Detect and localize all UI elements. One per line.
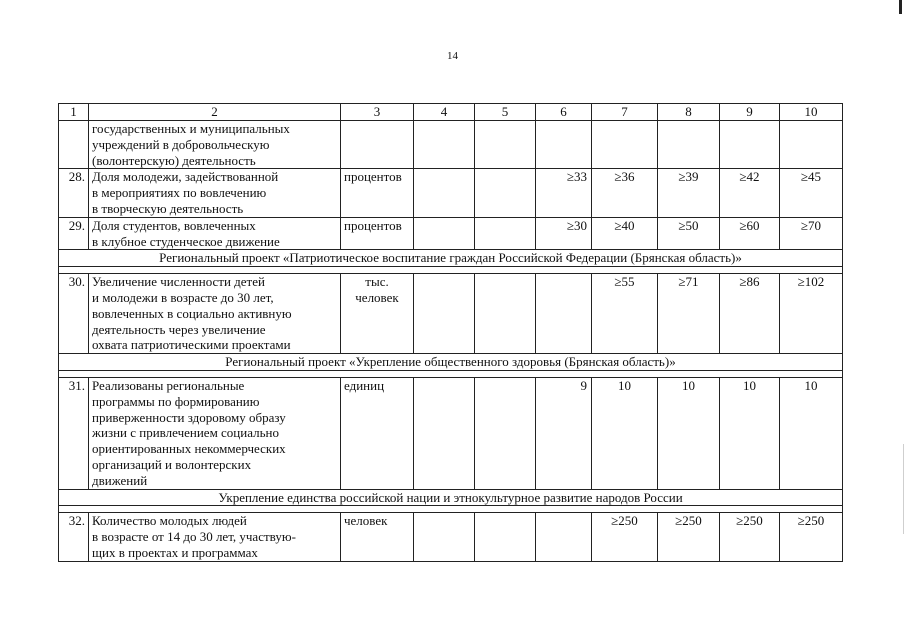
value-cell: ≥55 xyxy=(592,274,658,354)
value-cell xyxy=(720,121,780,169)
value-cell xyxy=(414,217,475,250)
col-header-4: 4 xyxy=(414,104,475,121)
table-row-28 xyxy=(59,169,843,217)
section-gap xyxy=(59,267,843,274)
value-cell xyxy=(780,121,843,169)
text-line: в возрасте от 14 до 30 лет, участвую- xyxy=(92,529,296,545)
section-heading: Региональный проект «Патриотическое воспитание граждан Российской Федерации (Брянская область)» xyxy=(59,250,843,267)
value-cell: ≥36 xyxy=(592,169,658,217)
value-cell: ≥40 xyxy=(592,217,658,250)
table-row-31 xyxy=(59,377,843,489)
text-line: организаций и волонтерских xyxy=(92,456,252,472)
value-cell xyxy=(475,169,536,217)
section-row xyxy=(59,489,843,506)
text-line: Количество молодых людей xyxy=(92,513,247,529)
row-number: 31. xyxy=(59,377,89,489)
section-gap xyxy=(59,370,843,377)
value-cell: ≥71 xyxy=(658,274,720,354)
unit-cell xyxy=(341,121,414,169)
unit-line: тыс. xyxy=(365,274,389,290)
value-cell xyxy=(536,274,592,354)
value-cell: ≥60 xyxy=(720,217,780,250)
value-cell: ≥50 xyxy=(658,217,720,250)
value-cell xyxy=(592,121,658,169)
value-cell: 10 xyxy=(658,377,720,489)
text-line: жизни с привлечением социально xyxy=(92,425,279,441)
section-row xyxy=(59,250,843,267)
col-header-1: 1 xyxy=(59,104,89,121)
text-line: Увеличение численности детей xyxy=(92,274,265,290)
text-line: охвата патриотическими проектами xyxy=(92,337,291,353)
indicator-name xyxy=(89,377,341,489)
value-cell: ≥33 xyxy=(536,169,592,217)
section-heading: Укрепление единства российской нации и этнокультурное развитие народов России xyxy=(59,489,843,506)
section-gap xyxy=(59,506,843,513)
indicator-name xyxy=(89,274,341,354)
text-line: (волонтерскую) деятельность xyxy=(92,152,256,168)
text-line: вовлеченных в социально активную xyxy=(92,305,292,321)
value-cell xyxy=(475,121,536,169)
value-cell: 10 xyxy=(592,377,658,489)
column-header-row xyxy=(59,104,843,121)
col-header-8: 8 xyxy=(658,104,720,121)
row-number: 32. xyxy=(59,513,89,561)
text-line: в творческую деятельность xyxy=(92,200,244,216)
value-cell xyxy=(658,121,720,169)
text-line: учреждений в добровольческую xyxy=(92,136,270,152)
text-line: Доля студентов, вовлеченных xyxy=(92,217,256,233)
text-line: щих в проектах и программах xyxy=(92,544,258,560)
value-cell: ≥250 xyxy=(780,513,843,561)
value-cell: ≥250 xyxy=(658,513,720,561)
table-row-29 xyxy=(59,217,843,250)
text-line: деятельность через увеличение xyxy=(92,321,266,337)
value-cell xyxy=(414,274,475,354)
row-number xyxy=(59,121,89,169)
page-number: 14 xyxy=(447,50,458,62)
value-cell xyxy=(414,121,475,169)
unit-cell xyxy=(341,274,414,354)
table-row-32 xyxy=(59,513,843,561)
text-line: Реализованы региональные xyxy=(92,377,245,393)
value-cell xyxy=(475,274,536,354)
unit-cell: процентов xyxy=(341,217,414,250)
text-line: и молодежи в возрасте до 30 лет, xyxy=(92,289,274,305)
value-cell xyxy=(414,169,475,217)
text-line: ориентированных некоммерческих xyxy=(92,441,286,457)
value-cell xyxy=(475,513,536,561)
value-cell: ≥70 xyxy=(780,217,843,250)
unit-line: человек xyxy=(355,289,399,305)
value-cell xyxy=(414,377,475,489)
col-header-5: 5 xyxy=(475,104,536,121)
value-cell: ≥86 xyxy=(720,274,780,354)
unit-cell: человек xyxy=(341,513,414,561)
row-number: 30. xyxy=(59,274,89,354)
scan-edge-mark xyxy=(899,0,902,14)
value-cell: ≥42 xyxy=(720,169,780,217)
col-header-6: 6 xyxy=(536,104,592,121)
indicator-name xyxy=(89,121,341,169)
scan-edge-line xyxy=(903,444,904,534)
value-cell: ≥250 xyxy=(720,513,780,561)
section-heading: Региональный проект «Укрепление общественного здоровья (Брянская область)» xyxy=(59,354,843,371)
value-cell: ≥45 xyxy=(780,169,843,217)
value-cell: ≥102 xyxy=(780,274,843,354)
col-header-7: 7 xyxy=(592,104,658,121)
row-number: 28. xyxy=(59,169,89,217)
text-line: Доля молодежи, задействованной xyxy=(92,169,279,185)
text-line: в мероприятиях по вовлечению xyxy=(92,185,267,201)
col-header-2: 2 xyxy=(89,104,341,121)
unit-cell: процентов xyxy=(341,169,414,217)
value-cell: 10 xyxy=(720,377,780,489)
unit-cell: единиц xyxy=(341,377,414,489)
text-line: государственных и муниципальных xyxy=(92,121,290,136)
section-row xyxy=(59,354,843,371)
col-header-3: 3 xyxy=(341,104,414,121)
value-cell xyxy=(414,513,475,561)
table-row-30 xyxy=(59,274,843,354)
indicator-name xyxy=(89,513,341,561)
value-cell: ≥39 xyxy=(658,169,720,217)
indicator-name xyxy=(89,217,341,250)
indicator-name xyxy=(89,169,341,217)
row-number: 29. xyxy=(59,217,89,250)
text-line: программы по формированию xyxy=(92,393,260,409)
value-cell: 9 xyxy=(536,377,592,489)
value-cell xyxy=(536,121,592,169)
value-cell xyxy=(475,217,536,250)
col-header-9: 9 xyxy=(720,104,780,121)
value-cell xyxy=(475,377,536,489)
value-cell: 10 xyxy=(780,377,843,489)
table-row-continued xyxy=(59,121,843,169)
value-cell: ≥250 xyxy=(592,513,658,561)
text-line: приверженности здоровому образу xyxy=(92,409,286,425)
col-header-10: 10 xyxy=(780,104,843,121)
indicators-table xyxy=(58,103,843,562)
text-line: в клубное студенческое движение xyxy=(92,233,280,249)
value-cell xyxy=(536,513,592,561)
value-cell: ≥30 xyxy=(536,217,592,250)
text-line: движений xyxy=(92,472,148,488)
